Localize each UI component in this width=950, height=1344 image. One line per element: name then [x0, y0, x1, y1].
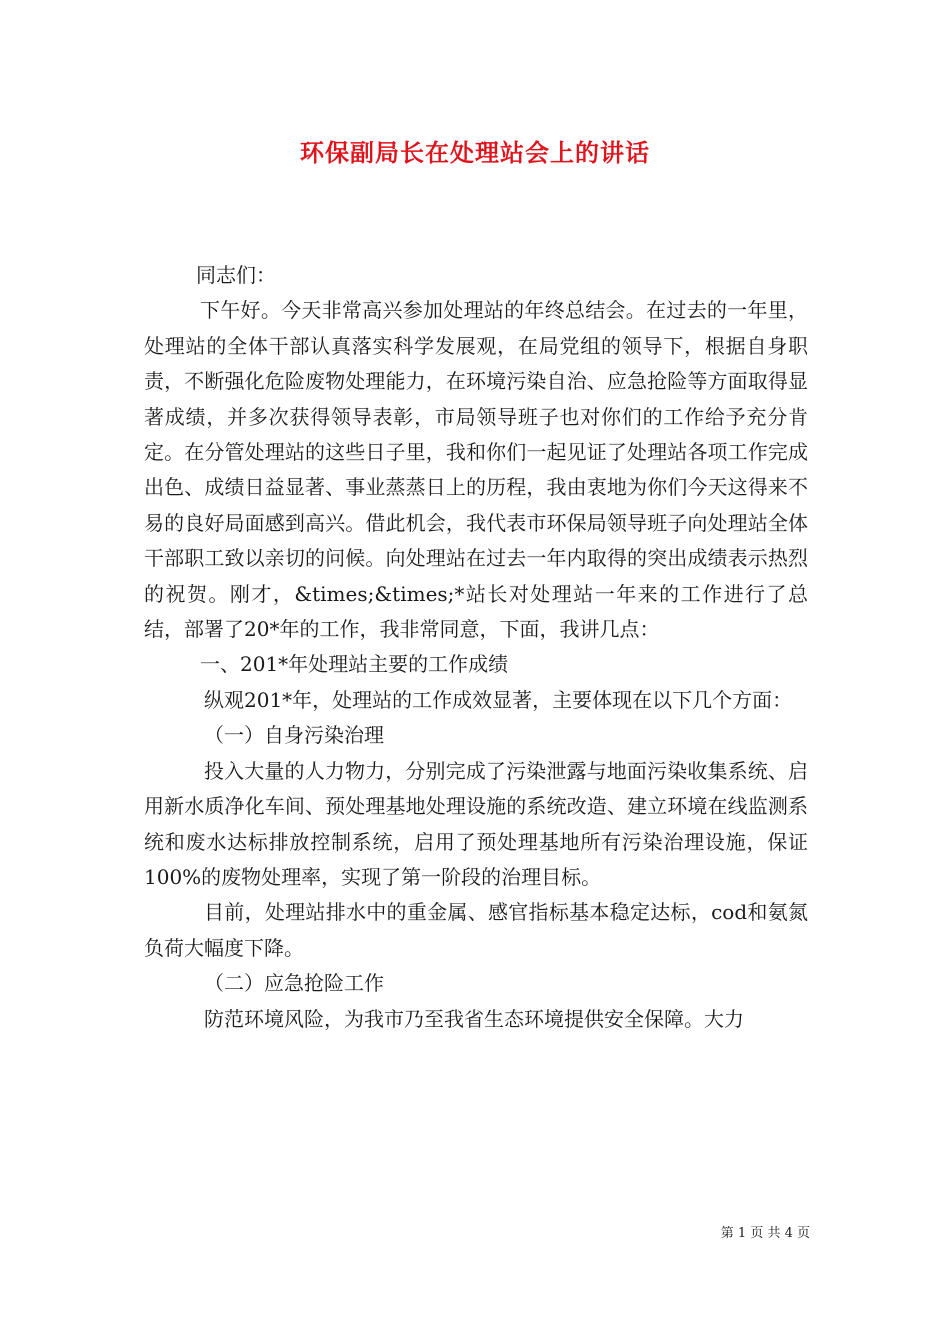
paragraph-pollution-control: 投入大量的人力物力，分别完成了污染泄露与地面污染收集系统、启用新水质净化车间、预处理基地处理设施的系统改造、建立环境在线监测系统和废水达标排放控制系统，启用了预处理基地所有污染治理设施，保证100%的废物处理率，实现了第一阶段的治理目标。: [144, 758, 808, 889]
subsection-heading-1: （一）自身污染治理: [204, 723, 384, 748]
page-number: 第 1 页 共 4 页: [720, 1226, 810, 1241]
page-title: 环保副局长在处理站会上的讲话: [300, 138, 650, 167]
salutation: 同志们：: [196, 263, 276, 287]
paragraph-opening: 下午好。今天非常高兴参加处理站的年终总结会。在过去的一年里，处理站的全体干部认真落实科学发展观，在局党组的领导下，根据自身职责，不断强化危险废物处理能力，在环境污染自治、应急抢险等方面取得显著成绩，并多次获得领导表彰，市局领导班子也对你们的工作给予充分肯定。在分管处理站的这些日子里，我和你们一起见证了处理站各项工作完成出色、成绩日益显著、事业蒸蒸日上的历程，我由衷地为你们今天这得来不易的良好局面感到高兴。借此机会，我代表市环保局领导班子向处理站全体干部职工致以亲切的问候。向处理站在过去一年内取得的突出成绩表示热烈的祝贺。刚才，&times;&times;*站长对处理站一年来的工作进行了总结，部署了20*年的工作，我非常同意，下面，我讲几点：: [144, 298, 808, 642]
paragraph-current-status: 目前，处理站排水中的重金属、感官指标基本稳定达标，cod和氨氮负荷大幅度下降。: [144, 900, 808, 960]
paragraph-overview: 纵观201*年，处理站的工作成效显著，主要体现在以下几个方面：: [204, 687, 793, 712]
document-body: [144, 258, 808, 1037]
section-heading-1: 一、201*年处理站主要的工作成绩: [200, 652, 509, 677]
subsection-heading-2: （二）应急抢险工作: [204, 971, 384, 996]
paragraph-emergency: 防范环境风险，为我市乃至我省生态环境提供安全保障。大力: [204, 1006, 744, 1031]
